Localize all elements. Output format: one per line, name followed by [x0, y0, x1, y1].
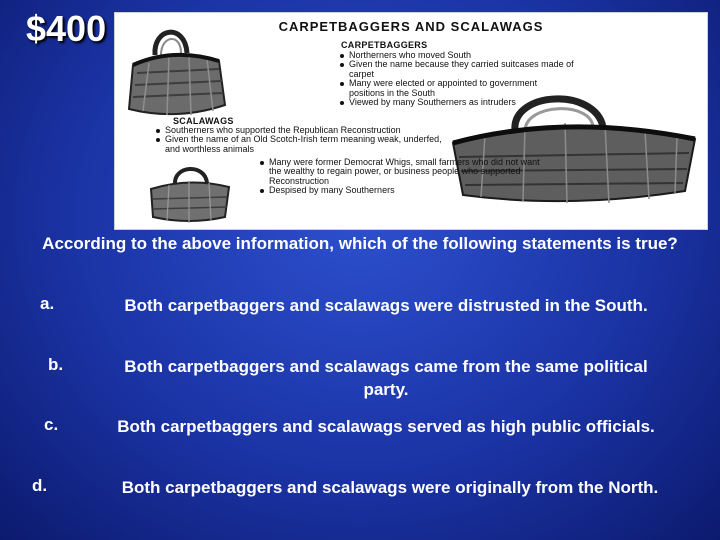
reference-figure — [114, 12, 708, 230]
option-text: Both carpetbaggers and scalawags served as high public officials. — [117, 417, 655, 436]
list-item: Northerners who moved South — [339, 51, 575, 60]
option-text: Both carpetbaggers and scalawags were originally from the North. — [121, 478, 659, 497]
list-item: Southerners who supported the Republican Reconstruction — [155, 126, 445, 135]
list-item: Viewed by many Southerners as intruders — [339, 98, 575, 107]
list-item: Despised by many Southerners — [259, 186, 549, 195]
option-text: Both carpetbaggers and scalawags were distrusted in the South. — [124, 296, 648, 315]
scalawags-bullets-left — [155, 126, 445, 154]
option-letter: b. — [48, 355, 64, 374]
figure-title: CARPETBAGGERS AND SCALAWAGS — [278, 19, 544, 34]
option-letter: a. — [40, 294, 55, 313]
option-letter: c. — [44, 415, 59, 434]
carpetbag-illustration-1 — [123, 17, 231, 121]
list-item: Many were elected or appointed to government positions in the South — [339, 79, 575, 98]
carpetbag-illustration-3 — [145, 163, 235, 223]
option-letter: d. — [32, 476, 48, 495]
list-item: Given the name of an Old Scotch-Irish term meaning weak, underfed, and worthless animals — [155, 135, 445, 154]
list-item: Many were former Democrat Whigs, small farmers who did not want the wealthy to regain power, or business people who supported Reconstruction — [259, 158, 549, 186]
question-text: According to the above information, which of the following statements is true? — [42, 234, 678, 253]
list-item: Given the name because they carried suitcases made of carpet — [339, 60, 575, 79]
option-text: Both carpetbaggers and scalawags came from the same political party. — [124, 357, 648, 399]
scalawags-heading: SCALAWAGS — [173, 116, 234, 126]
carpetbaggers-heading: CARPETBAGGERS — [341, 40, 428, 50]
scalawags-bullets-right — [259, 158, 549, 196]
dollar-value-label: $400 — [26, 8, 107, 49]
